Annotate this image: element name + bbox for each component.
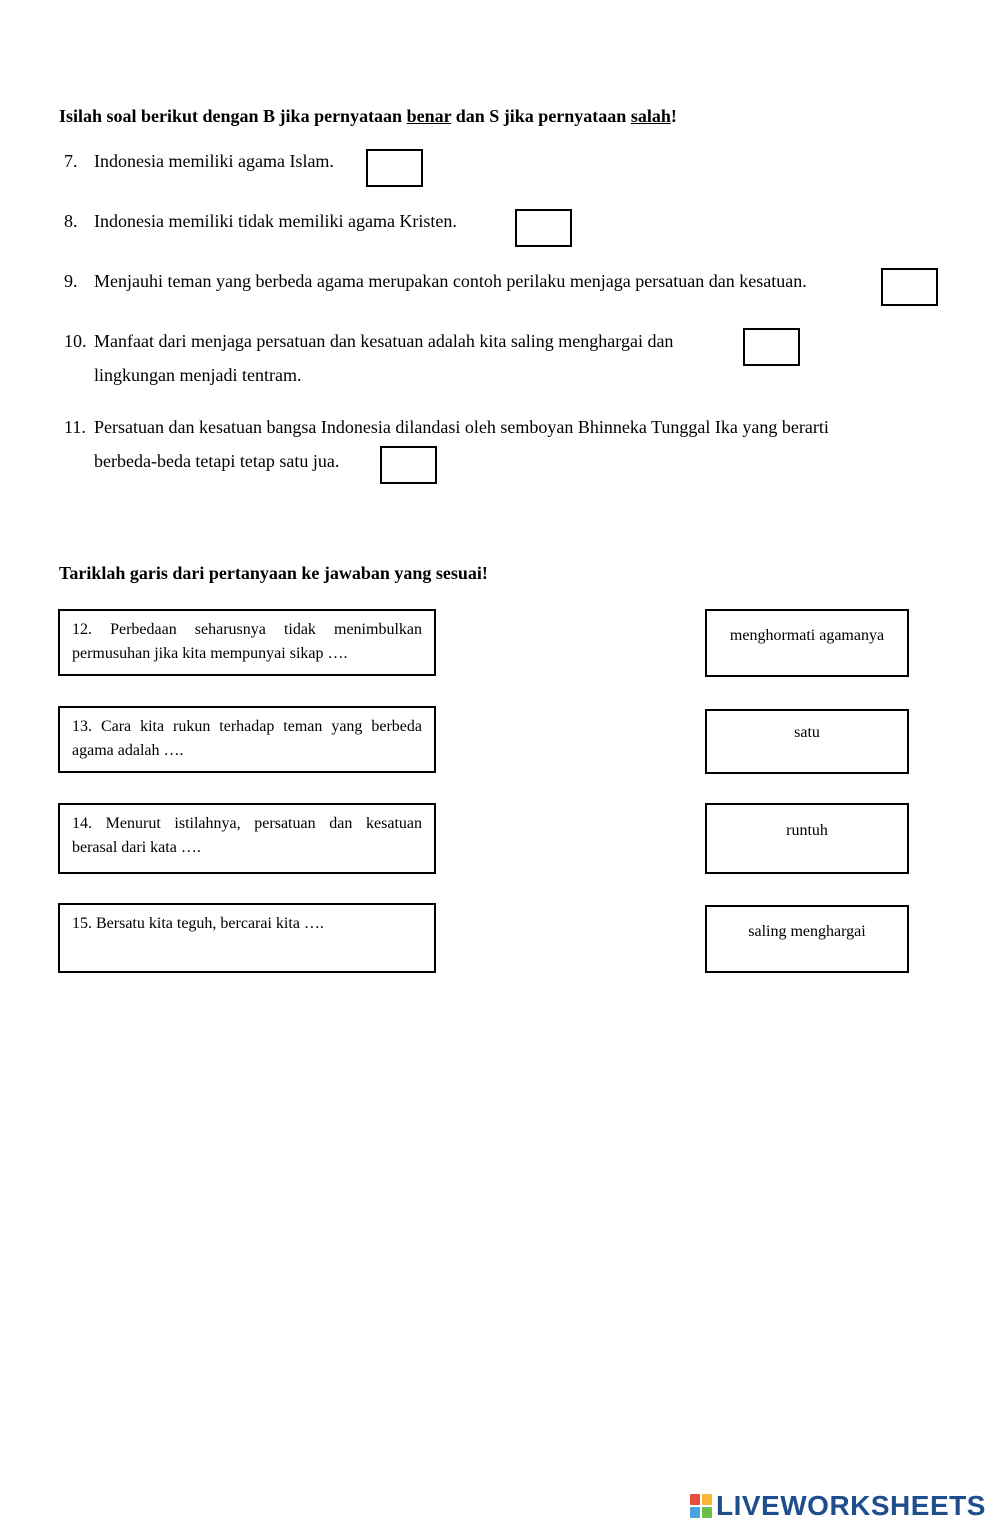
question-number: 7. — [64, 151, 78, 171]
logo-square — [690, 1494, 700, 1505]
logo-text: LIVEWORKSHEETS — [716, 1490, 986, 1521]
question-number: 10. — [64, 331, 87, 351]
question-11-text-line2: berbeda-beda tetapi tetap satu jua. — [94, 451, 340, 471]
question-11-text-line1: Persatuan dan kesatuan bangsa Indonesia dilandasi oleh semboyan Bhinneka Tunggal Ika yang berarti — [94, 417, 829, 437]
question-10-text-line2: lingkungan menjadi tentram. — [94, 365, 302, 385]
question-9-text: Menjauhi teman yang berbeda agama merupakan contoh perilaku menjaga persatuan dan kesatuan. — [94, 271, 807, 291]
logo-square — [702, 1507, 712, 1518]
question-7-text: Indonesia memiliki agama Islam. — [94, 151, 334, 171]
answer-box-11[interactable] — [380, 446, 437, 484]
question-number: 8. — [64, 211, 78, 231]
question-number: 9. — [64, 271, 78, 291]
instruction-benar: benar — [406, 106, 452, 126]
answer-box-10[interactable] — [743, 328, 800, 366]
instruction-salah: salah — [630, 106, 671, 126]
match-question-14[interactable]: 14. Menurut istilahnya, persatuan dan kesatuan berasal dari kata …. — [58, 803, 436, 874]
answer-box-9[interactable] — [881, 268, 938, 306]
logo-square — [702, 1494, 712, 1505]
match-answer-1[interactable]: menghormati agamanya — [705, 609, 909, 677]
answer-box-8[interactable] — [515, 209, 572, 247]
instruction-text: dan S jika pernyataan — [451, 106, 631, 126]
matching-instruction: Tariklah garis dari pertanyaan ke jawaban yang sesuai! — [59, 563, 488, 583]
logo-square — [690, 1507, 700, 1518]
match-answer-4[interactable]: saling menghargai — [705, 905, 909, 973]
true-false-instruction — [59, 105, 677, 127]
instruction-text: Isilah soal berikut dengan B jika pernyataan — [59, 106, 407, 126]
match-answer-2[interactable]: satu — [705, 709, 909, 774]
question-8-text: Indonesia memiliki tidak memiliki agama Kristen. — [94, 211, 457, 231]
question-number: 11. — [64, 417, 86, 437]
question-10-text-line1: Manfaat dari menjaga persatuan dan kesatuan adalah kita saling menghargai dan — [94, 331, 674, 351]
match-question-15[interactable]: 15. Bersatu kita teguh, bercarai kita …. — [58, 903, 436, 973]
instruction-text: ! — [670, 106, 677, 126]
match-question-13[interactable]: 13. Cara kita rukun terhadap teman yang berbeda agama adalah …. — [58, 706, 436, 773]
match-question-12[interactable]: 12. Perbedaan seharusnya tidak menimbulkan permusuhan jika kita mempunyai sikap …. — [58, 609, 436, 676]
liveworksheets-logo-icon — [690, 1494, 712, 1518]
match-answer-3[interactable]: runtuh — [705, 803, 909, 874]
answer-box-7[interactable] — [366, 149, 423, 187]
liveworksheets-logo — [690, 1491, 986, 1521]
